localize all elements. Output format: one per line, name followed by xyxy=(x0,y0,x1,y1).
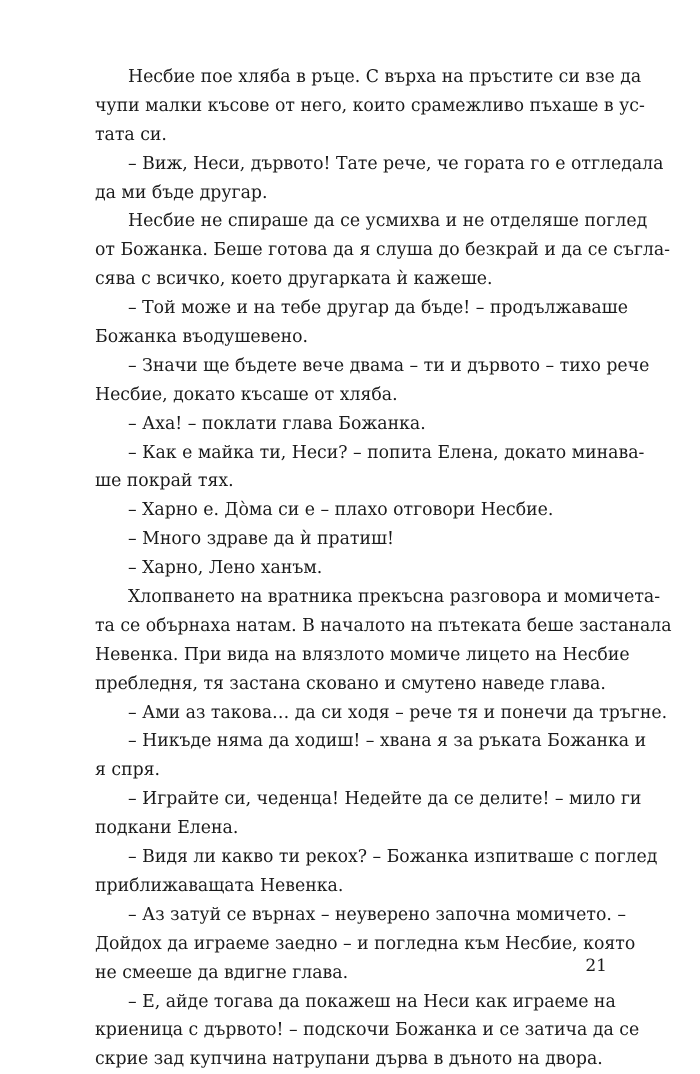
text-line-9: – Той може и на тебе другар да бъде! – продължаваше xyxy=(128,298,628,319)
text-line-20: та се обърнаха натам. В началото на пътеката беше застанала xyxy=(95,615,672,636)
page-number: 21 xyxy=(585,956,607,976)
text-line-14: – Как е майка ти, Неси? – попита Елена, докато минава- xyxy=(128,442,645,463)
text-line-10: Божанка въодушевено. xyxy=(95,327,309,348)
text-line-32: не смееше да вдигне глава. xyxy=(95,962,349,983)
text-line-24: – Никъде няма да ходиш! – хвана я за ръката Божанка и xyxy=(128,731,647,752)
text-line-33: – Е, айде тогава да покажеш на Неси как играеме на xyxy=(128,991,616,1012)
text-line-23: – Ами аз такова… да си ходя – рече тя и понечи да тръгне. xyxy=(128,702,668,723)
text-line-11: – Значи ще бъдете вече двама – ти и дървото – тихо рече xyxy=(128,355,650,376)
text-line-3: тата си. xyxy=(95,124,167,145)
text-line-26: – Играйте си, чеденца! Недейте да се делите! – мило ги xyxy=(128,789,642,810)
body-text xyxy=(95,63,672,1074)
text-line-18: – Харно, Лено ханъм. xyxy=(128,558,323,579)
text-line-35: скрие зад купчина натрупани дърва в дъното на двора. xyxy=(95,1049,603,1070)
text-line-2: чупи малки късове от него, които срамежливо пъхаше в ус- xyxy=(95,95,645,116)
text-line-25: я спря. xyxy=(95,760,161,781)
text-line-21: Невенка. При вида на влязлото момиче лицето на Несбие xyxy=(95,644,630,665)
text-line-29: приближаващата Невенка. xyxy=(95,875,344,896)
text-line-34: криеница с дървото! – подскочи Божанка и се затича да се xyxy=(95,1020,640,1041)
text-line-27: подкани Елена. xyxy=(95,818,239,839)
text-line-15: ше покрай тях. xyxy=(95,471,234,492)
text-line-7: от Божанка. Беше готова да я слуша до безкрай и да се съгла- xyxy=(95,240,671,261)
text-line-19: Хлопването на вратника прекъсна разговора и момичета- xyxy=(128,587,661,608)
text-line-16: – Харно е. До̀ма си е – плахо отговори Несбие. xyxy=(128,500,554,521)
text-line-8: сява с всичко, което другарката ѝ кажеше. xyxy=(95,269,493,290)
text-line-22: пребледня, тя застана сковано и смутено наведе глава. xyxy=(95,673,606,694)
text-line-30: – Аз затуй се върнах – неуверено започна момичето. – xyxy=(128,904,627,925)
text-line-12: Несбие, докато късаше от хляба. xyxy=(95,384,398,405)
text-line-31: Дойдох да играеме заедно – и погледна към Несбие, която xyxy=(95,933,636,954)
text-line-6: Несбие не спираше да се усмихва и не отделяше поглед xyxy=(128,211,648,232)
text-line-5: да ми бъде другар. xyxy=(95,182,268,203)
text-line-17: – Много здраве да ѝ пратиш! xyxy=(128,529,395,550)
text-line-13: – Аха! – поклати глава Божанка. xyxy=(128,413,426,434)
text-line-28: – Видя ли какво ти рекох? – Божанка изпитваше с поглед xyxy=(128,847,658,868)
text-line-1: Несбие пое хляба в ръце. С върха на пръстите си взе да xyxy=(128,67,642,87)
text-line-4: – Виж, Неси, дървото! Тате рече, че гората го е отгледала xyxy=(128,153,664,174)
